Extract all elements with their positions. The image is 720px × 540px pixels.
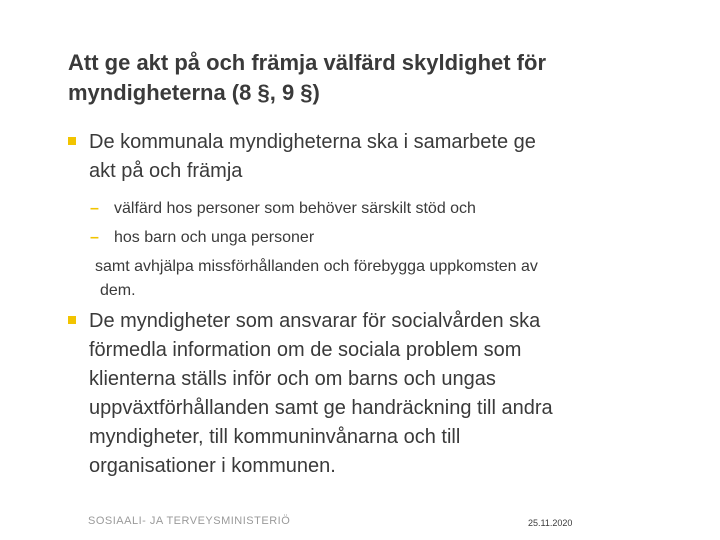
sub-item <box>68 223 668 252</box>
ministry-logo: SOSIAALI- JA TERVEYSMINISTERIÖ <box>88 515 291 527</box>
sub-item <box>68 194 668 223</box>
dash-bullet-icon: – <box>90 200 99 217</box>
square-bullet-icon <box>68 316 76 324</box>
slide-date: 25.11.2020 <box>528 518 573 528</box>
sub-item-text: hos barn och unga personer <box>114 229 315 246</box>
sub-item-text: välfärd hos personer som behöver särskilt stöd och <box>114 200 476 217</box>
square-bullet-icon <box>68 137 76 145</box>
bullet-line: De myndigheter som ansvarar för socialvården ska <box>89 310 541 332</box>
bullet-line: De kommunala myndigheterna ska i samarbete ge <box>89 131 536 153</box>
continuation-text: samt avhjälpa missförhållanden och förebygga uppkomsten av <box>95 258 538 275</box>
bullet-line: akt på och främja <box>89 160 243 182</box>
bullet-line: uppväxtförhållanden samt ge handräckning till andra <box>89 397 553 419</box>
sub-list <box>68 194 668 301</box>
bullet-line: klienterna ställs inför och om barns och ungas <box>89 368 496 390</box>
bullet-line: organisationer i kommunen. <box>89 455 336 477</box>
bullet-item <box>68 307 668 481</box>
bullet-line: förmedla information om de sociala problem som <box>89 339 522 361</box>
title-line: Att ge akt på och främja välfärd skyldighet för <box>68 50 547 75</box>
dash-bullet-icon: – <box>90 229 99 246</box>
slide-body <box>68 128 668 481</box>
bullet-item <box>68 128 668 186</box>
continuation-text: dem. <box>100 282 136 299</box>
slide-title <box>68 48 668 108</box>
bullet-line: myndigheter, till kommuninvånarna och till <box>89 426 461 448</box>
title-line: myndigheterna (8 §, 9 §) <box>68 80 320 105</box>
